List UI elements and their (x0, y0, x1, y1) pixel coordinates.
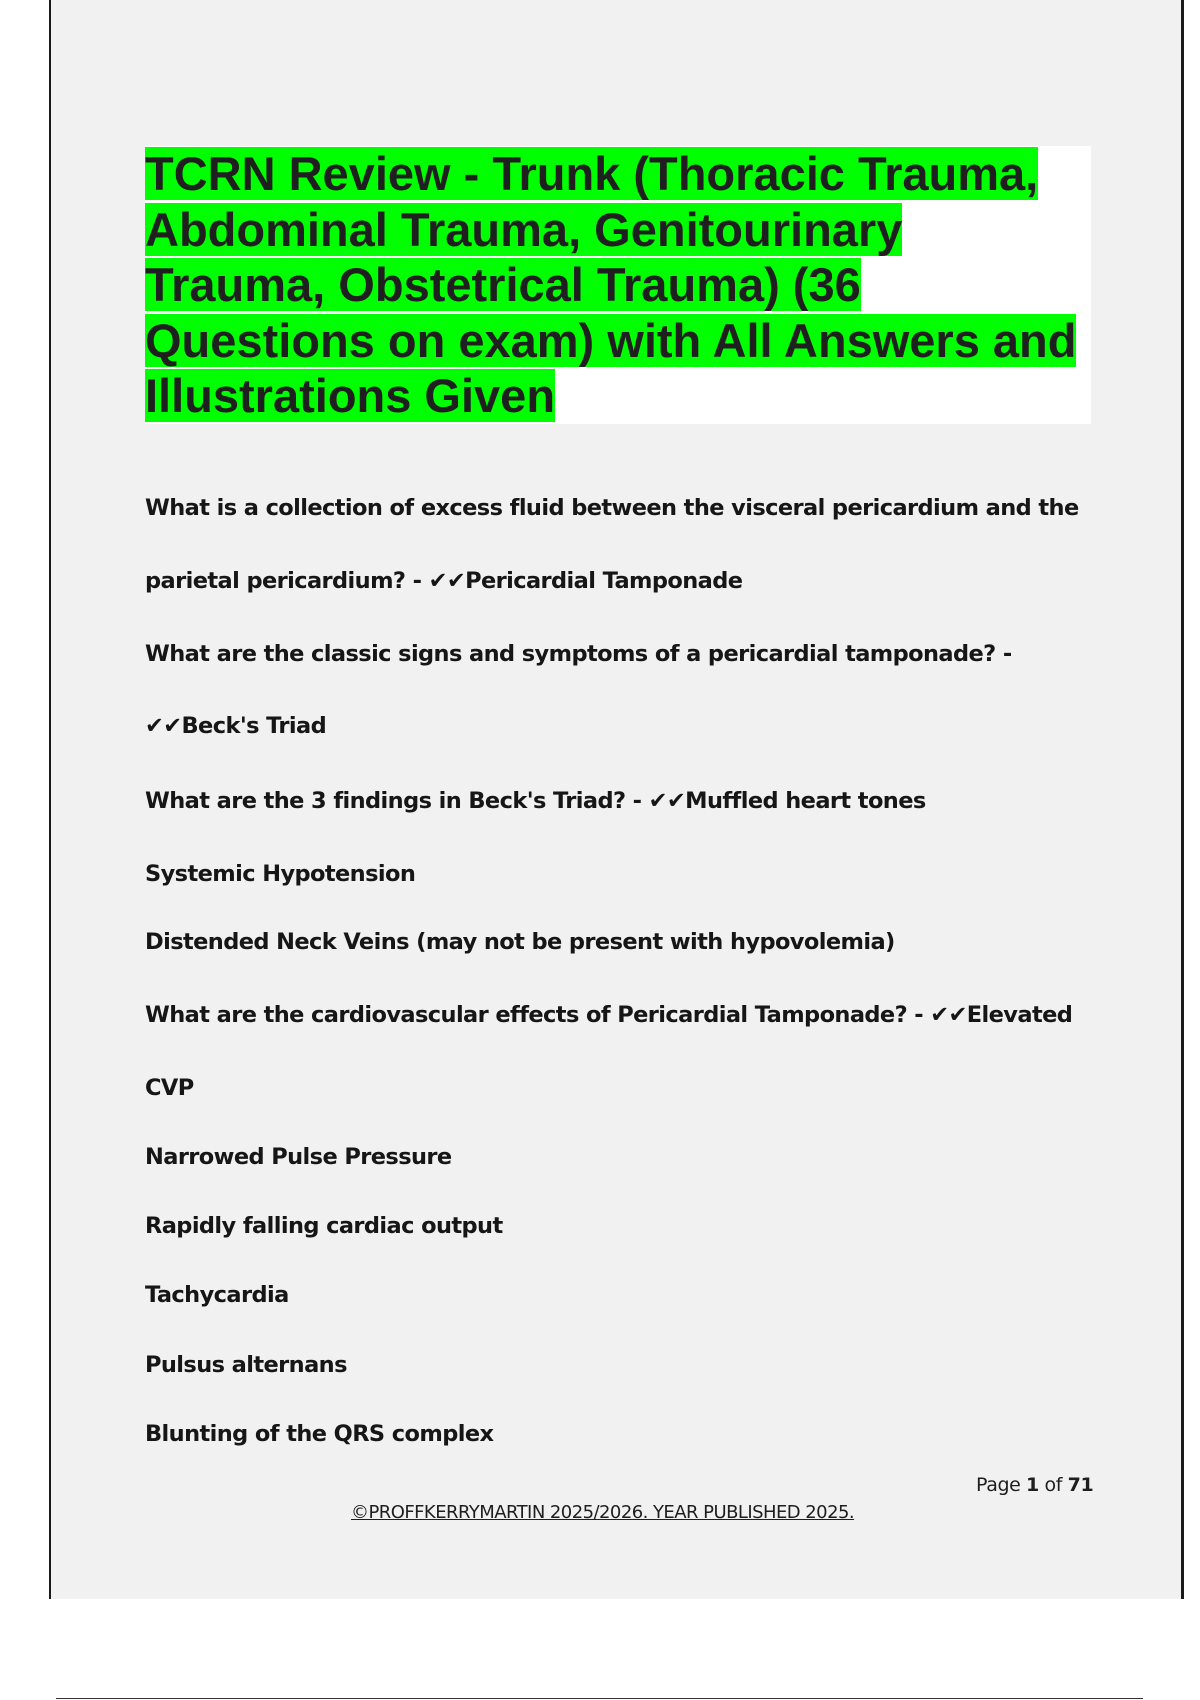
text-line: CVP (145, 1075, 194, 1101)
text-line: What are the classic signs and symptoms of a pericardial tamponade? - (145, 641, 1012, 667)
copyright-notice: ©PROFFKERRYMARTIN 2025/2026. YEAR PUBLISHED 2025. (351, 1502, 855, 1523)
text-line: Pulsus alternans (145, 1352, 347, 1378)
text-line: parietal pericardium? - ✔✔Pericardial Tamponade (145, 568, 743, 594)
page-prefix: Page (976, 1474, 1021, 1496)
text-line: What is a collection of excess fluid between the visceral pericardium and the (145, 495, 1079, 521)
text-line: Distended Neck Veins (may not be present with hypovolemia) (145, 929, 895, 955)
text-line: What are the cardiovascular effects of Pericardial Tamponade? - ✔✔Elevated (145, 1002, 1073, 1028)
page-number (976, 1474, 1093, 1496)
text-line: Blunting of the QRS complex (145, 1421, 494, 1447)
page-total: 71 (1067, 1474, 1094, 1496)
page-current: 1 (1026, 1474, 1039, 1496)
page-of: of (1044, 1474, 1063, 1496)
text-line: ✔✔Beck's Triad (145, 713, 327, 739)
divider-line (56, 1698, 1143, 1699)
title-block (145, 146, 1091, 424)
text-line: What are the 3 findings in Beck's Triad? - ✔✔Muffled heart tones (145, 788, 926, 814)
text-line: Systemic Hypotension (145, 861, 416, 887)
text-line: Narrowed Pulse Pressure (145, 1144, 452, 1170)
text-line: Rapidly falling cardiac output (145, 1213, 503, 1239)
title-highlight: TCRN Review - Trunk (Thoracic Trauma, Abdominal Trauma, Genitourinary Trauma, Obstetrical Trauma) (36 Questions on exam) with All Answers and Illustrations Given (145, 147, 1077, 422)
text-line: Tachycardia (145, 1282, 289, 1308)
document-title (145, 146, 1085, 424)
